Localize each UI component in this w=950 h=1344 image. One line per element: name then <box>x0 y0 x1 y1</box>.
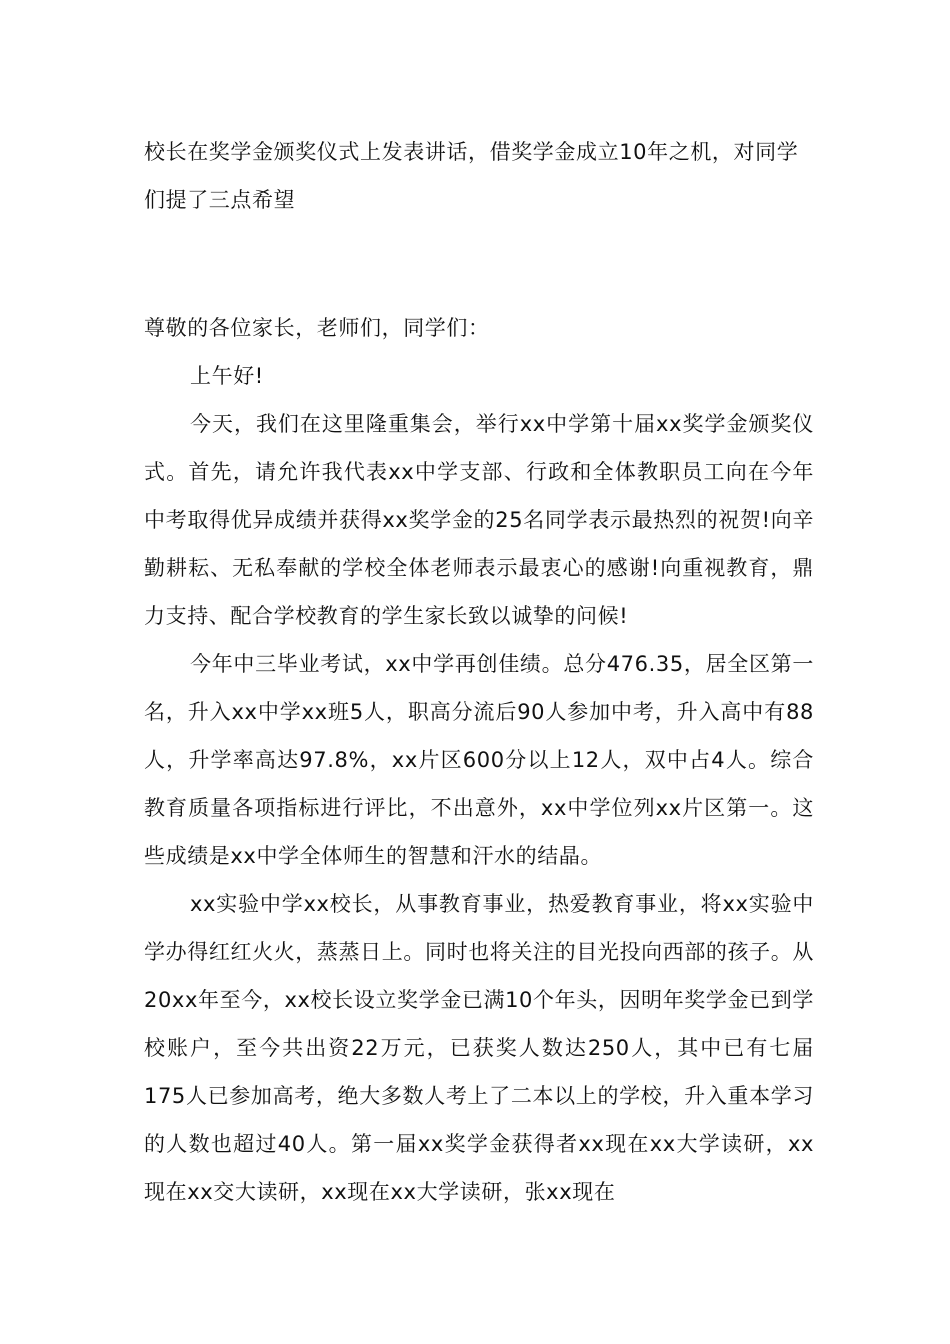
greeting-paragraph: 上午好! <box>190 364 264 388</box>
body-paragraph: 今天，我们在这里隆重集会，举行xx中学第十届xx奖学金颁奖仪式。首先，请允许我代表xx中学支部、行政和全体教职员工向在今年中考取得优异成绩并获得xx奖学金的25名同学表示最热烈的祝贺!向辛勤耕耘、无私奉献的学校全体老师表示最衷心的感谢!向重视教育，鼎力支持、配合学校教育的学生家长致以诚挚的问候! <box>144 412 814 628</box>
document-body <box>144 128 814 1216</box>
body-paragraph: xx实验中学xx校长，从事教育事业，热爱教育事业，将xx实验中学办得红红火火，蒸蒸日上。同时也将关注的目光投向西部的孩子。从20xx年至今，xx校长设立奖学金已满10个年头，因明年奖学金已到学校账户，至今共出资22万元，已获奖人数达250人，其中已有七届175人已参加高考，绝大多数人考上了二本以上的学校，升入重本学习的人数也超过40人。第一届xx奖学金获得者xx现在xx大学读研，xx现在xx交大读研，xx现在xx大学读研，张xx现在 <box>144 892 814 1204</box>
document-title: 校长在奖学金颁奖仪式上发表讲话，借奖学金成立10年之机，对同学们提了三点希望 <box>144 140 799 212</box>
salutation: 尊敬的各位家长，老师们，同学们： <box>144 316 490 340</box>
body-paragraph: 今年中三毕业考试，xx中学再创佳绩。总分476.35，居全区第一名，升入xx中学xx班5人，职高分流后90人参加中考，升入高中有88人，升学率高达97.8%，xx片区600分以上12人，双中占4人。综合教育质量各项指标进行评比，不出意外，xx中学位列xx片区第一。这些成绩是xx中学全体师生的智慧和汗水的结晶。 <box>144 652 814 868</box>
